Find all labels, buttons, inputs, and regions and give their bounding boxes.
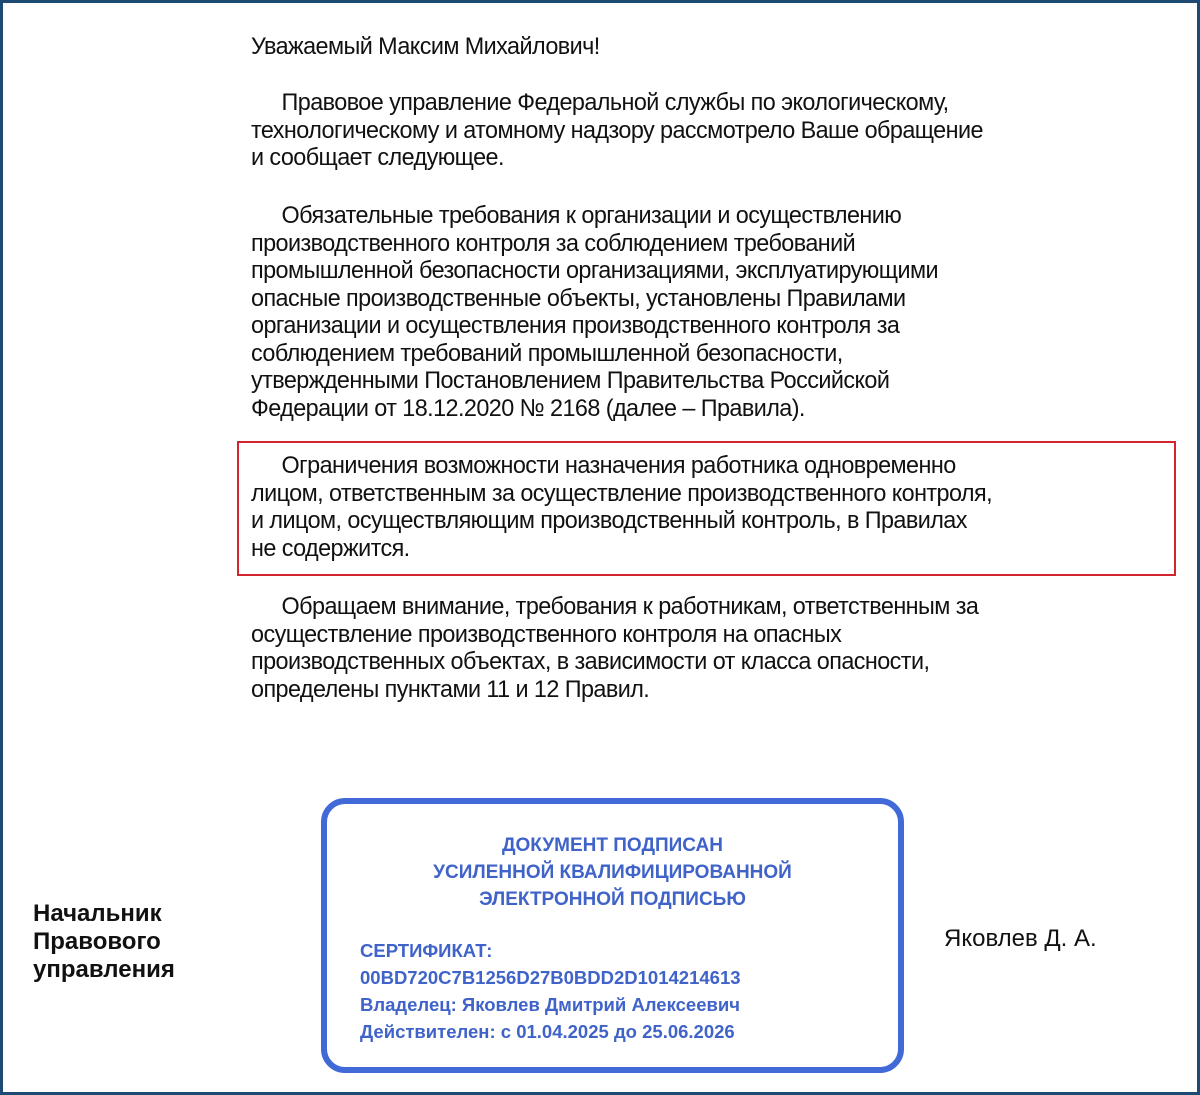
certificate-validity: Действителен: с 01.04.2025 до 25.06.2026 (360, 1021, 735, 1042)
paragraph-line: технологическому и атомному надзору рассмотрело Ваше обращение (251, 116, 983, 144)
paragraph-line: лицом, ответственным за осуществление производственного контроля, (251, 479, 993, 507)
signer-position-line: управления (33, 956, 175, 983)
stamp-header-line: ДОКУМЕНТ ПОДПИСАН (501, 835, 724, 856)
paragraph-line: Обращаем внимание, требования к работникам, ответственным за (281, 593, 979, 620)
paragraph-line: Ограничения возможности назначения работника одновременно (281, 452, 956, 479)
greeting (251, 33, 600, 61)
paragraph-line: Обязательные требования к организации и осуществлению (281, 202, 902, 229)
paragraph-line: опасные производственные объекты, установлены Правилами (251, 284, 906, 312)
signer-name: Яковлев Д. А. (944, 925, 1097, 952)
paragraph-line: производственных объектах, в зависимости от класса опасности, (251, 648, 930, 675)
paragraph-line: и лицом, осуществляющим производственный контроль, в Правилах (251, 507, 967, 534)
paragraph-1 (251, 89, 983, 172)
signer-position-line: Начальник (33, 900, 162, 927)
signer-position-line: Правового (33, 928, 161, 955)
paragraph-line: соблюдением требований промышленной безопасности, (251, 339, 843, 367)
paragraph-2 (251, 202, 938, 422)
paragraph-line: и сообщает следующее. (251, 144, 504, 171)
stamp-header-line: ЭЛЕКТРОННОЙ ПОДПИСЬЮ (479, 889, 746, 910)
certificate-label: СЕРТИФИКАТ: (360, 940, 493, 961)
certificate-number: 00BD720C7B1256D27B0BDD2D1014214613 (360, 967, 741, 988)
signer-position (33, 900, 175, 984)
stamp-header-line: УСИЛЕННОЙ КВАЛИФИЦИРОВАННОЙ (433, 862, 792, 883)
stamp-header (327, 832, 898, 913)
paragraph-line: Правовое управление Федеральной службы по экологическому, (281, 89, 949, 116)
paragraph-line: утвержденными Постановлением Правительства Российской (251, 367, 890, 394)
certificate-owner: Владелец: Яковлев Дмитрий Алексеевич (360, 994, 740, 1015)
greeting-text: Уважаемый Максим Михайлович! (251, 33, 600, 60)
paragraph-line: организации и осуществления производственного контроля за (251, 312, 900, 339)
paragraph-line: осуществление производственного контроля на опасных (251, 620, 842, 648)
stamp-details (360, 937, 741, 1045)
paragraph-line: определены пунктами 11 и 12 Правил. (251, 675, 650, 703)
paragraph-line: Федерации от 18.12.2020 № 2168 (далее – Правила). (251, 394, 805, 422)
paragraph-line: промышленной безопасности организациями, эксплуатирующими (251, 257, 938, 284)
electronic-signature-stamp (321, 798, 904, 1073)
paragraph-line: не содержится. (251, 534, 410, 562)
paragraph-line: производственного контроля за соблюдением требований (251, 229, 856, 257)
paragraph-3-highlighted (251, 452, 992, 562)
paragraph-4 (251, 593, 978, 703)
